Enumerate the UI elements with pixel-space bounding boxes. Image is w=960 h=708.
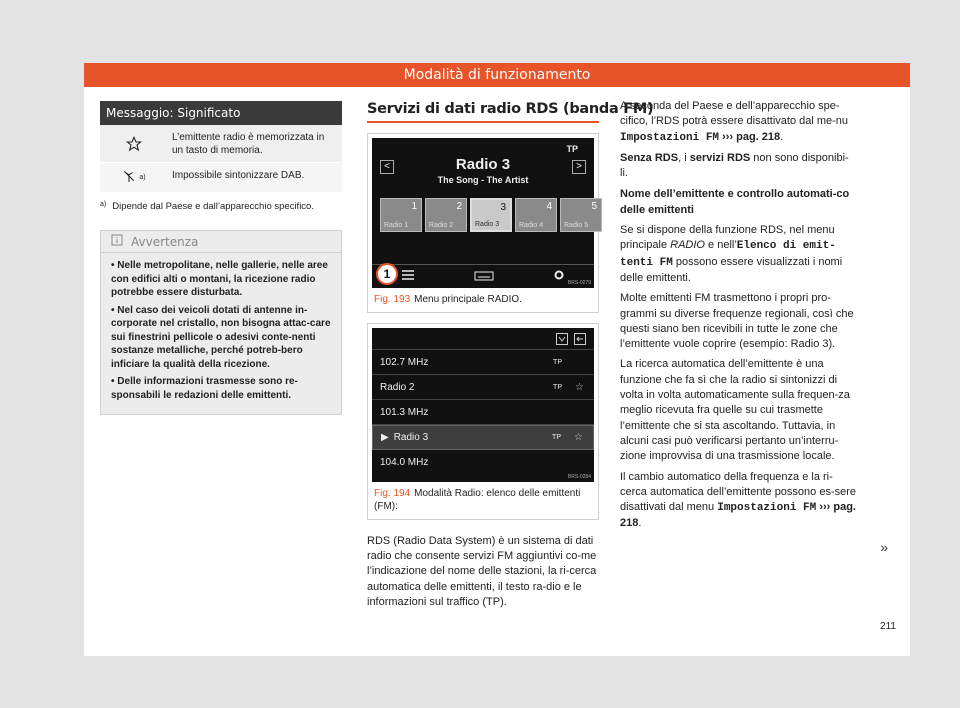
preset-bar <box>380 198 602 232</box>
station-row-selected[interactable]: ▶ Radio 3 TP ☆ <box>372 425 594 450</box>
star-icon[interactable]: ☆ <box>575 381 584 393</box>
figure-caption: Fig. 193 Menu principale RADIO. <box>374 294 522 305</box>
keyboard-icon[interactable] <box>474 268 494 286</box>
station-row[interactable]: Radio 2 TP ☆ <box>372 375 594 400</box>
footnote-mark: a) <box>100 201 107 208</box>
warning-item: • Nel caso dei veicoli dotati di antenne in-corporate nel cristallo, non bisogna attac-care sui finestrini pellicole o adesivi conte-nenti sostanze metalliche, perché potreb-bero inficiare la qualità della ricezione. <box>111 304 331 370</box>
bottom-bar <box>372 264 594 288</box>
page-header: Modalità di funzionamento <box>84 63 910 87</box>
back-icon[interactable] <box>574 332 586 350</box>
page-link[interactable]: ››› pag. 218 <box>722 130 781 143</box>
table-cell: L’emittente radio è memorizzata in un tasto di memoria. <box>172 132 325 156</box>
figure-caption: Fig. 194 Modalità Radio: elenco delle emittenti (FM): <box>374 488 581 512</box>
table-footnote <box>100 201 342 212</box>
subheading: Nome dell’emittente e controllo automati-co delle emittenti <box>620 188 850 216</box>
figure-193 <box>367 133 599 313</box>
table-header: Messaggio: Significato <box>100 101 342 125</box>
station-list-screen <box>372 328 594 482</box>
station-row[interactable]: 102.7 MHz TP <box>372 350 594 375</box>
table-row <box>100 163 342 193</box>
warning-box <box>100 230 342 415</box>
warning-body <box>101 253 341 414</box>
station-name: Radio 3 <box>455 156 511 173</box>
list-icon[interactable] <box>401 268 415 286</box>
star-icon[interactable]: ☆ <box>574 432 583 443</box>
station-row[interactable]: 104.0 MHz <box>380 457 429 468</box>
radio-main-screen <box>372 138 597 288</box>
warning-item: • Delle informazioni trasmesse sono re-sponsabili le redazioni delle emittenti. <box>111 376 298 401</box>
station-row[interactable]: 101.3 MHz <box>372 400 594 425</box>
figure-number: Fig. 193 <box>374 294 411 305</box>
body-paragraph: Molte emittenti FM trasmettono i propri pro-grammi su diverse frequenze regionali, così che questi siano ben ricevibili in tutte le zone che l’emittente vuole coprire (esempio: Radio 3). <box>620 292 854 351</box>
middle-column <box>367 101 654 610</box>
footnote-text: Dipende dal Paese e dall’apparecchio specifico. <box>112 201 314 212</box>
previous-arrow-icon[interactable]: < <box>380 160 394 174</box>
table-cell: Impossibile sintonizzare DAB. <box>172 170 305 181</box>
body-paragraph: RDS (Radio Data System) è un sistema di dati radio che consente servizi FM aggiuntivi co-me l’indicazione del nome delle stazioni, la ri-cerca automatica delle emittenti, il testo ra-dio e le informazioni sul traffico (TP). <box>367 535 597 608</box>
list-toolbar <box>372 328 594 350</box>
page-number: 211 <box>880 621 896 632</box>
song-info: The Song - The Artist <box>437 175 529 185</box>
warning-item: • Nelle metropolitane, nelle gallerie, nelle aree con edifici alti o montani, la ricezione radio potrebbe essere disturbata. <box>111 260 328 298</box>
footnote-mark: a) <box>139 174 146 181</box>
figure-194 <box>367 323 599 520</box>
body-paragraph: Senza RDS, i servizi RDS non sono disponibi-li. <box>620 151 849 180</box>
figure-code: BRS-0279 <box>567 280 591 286</box>
play-icon: ▶ <box>381 432 389 443</box>
body-paragraph: A seconda del Paese e dell’apparecchio spe-cifico, l’RDS potrà essere disattivato dal me-nu Impostazioni FM ››› pag. 218. <box>620 100 849 144</box>
preset-button[interactable]: 1 Radio 1 <box>380 198 422 232</box>
section-title: Servizi di dati radio RDS (banda FM) <box>367 101 599 123</box>
warning-title: Avvertenza <box>131 234 199 249</box>
warning-header <box>101 231 341 253</box>
figure-code: BRS-0284 <box>567 474 591 480</box>
table-row <box>100 125 342 163</box>
star-icon <box>100 125 168 162</box>
settings-icon[interactable] <box>553 268 565 286</box>
preset-button-selected[interactable]: 3 Radio 3 <box>470 198 512 232</box>
manual-page <box>84 63 910 656</box>
preset-button[interactable]: 2 Radio 2 <box>425 198 467 232</box>
filter-icon[interactable] <box>556 332 568 350</box>
right-column <box>620 99 856 537</box>
callout-marker: 1 <box>376 263 398 285</box>
info-icon <box>111 234 123 249</box>
body-paragraph: Se si dispone della funzione RDS, nel menu principale RADIO e nell’Elenco di emit-tenti FM possono essere visualizzati i nomi delle emittenti. <box>620 224 843 284</box>
preset-button[interactable]: 4 Radio 4 <box>515 198 557 232</box>
body-paragraph: Il cambio automatico della frequenza e la ri-cerca automatica dell’emittente possono es-sere disattivati dal menu Impostazioni FM ››› pag. 218. <box>620 470 857 530</box>
preset-button[interactable]: 5 Radio 5 <box>560 198 602 232</box>
left-column <box>100 101 342 415</box>
body-paragraph: La ricerca automatica dell’emittente è una funzione che fa sì che la radio si sintonizzi di volta in volta automaticamente sulla frequen-za meglio ricevuta fra quelle su cui trasmette l’emittente che si sta ascoltando. Tuttavia, in alcuni casi può verificarsi pertanto un’interru-zione improvvisa di una trasmissione locale. <box>620 358 850 463</box>
page-link[interactable]: ››› pag. 218 <box>620 501 856 530</box>
next-arrow-icon[interactable]: > <box>572 160 586 174</box>
continue-icon: » <box>880 539 888 555</box>
no-signal-icon <box>122 169 136 187</box>
tp-indicator: TP <box>566 144 578 154</box>
figure-number: Fig. 194 <box>374 488 411 499</box>
